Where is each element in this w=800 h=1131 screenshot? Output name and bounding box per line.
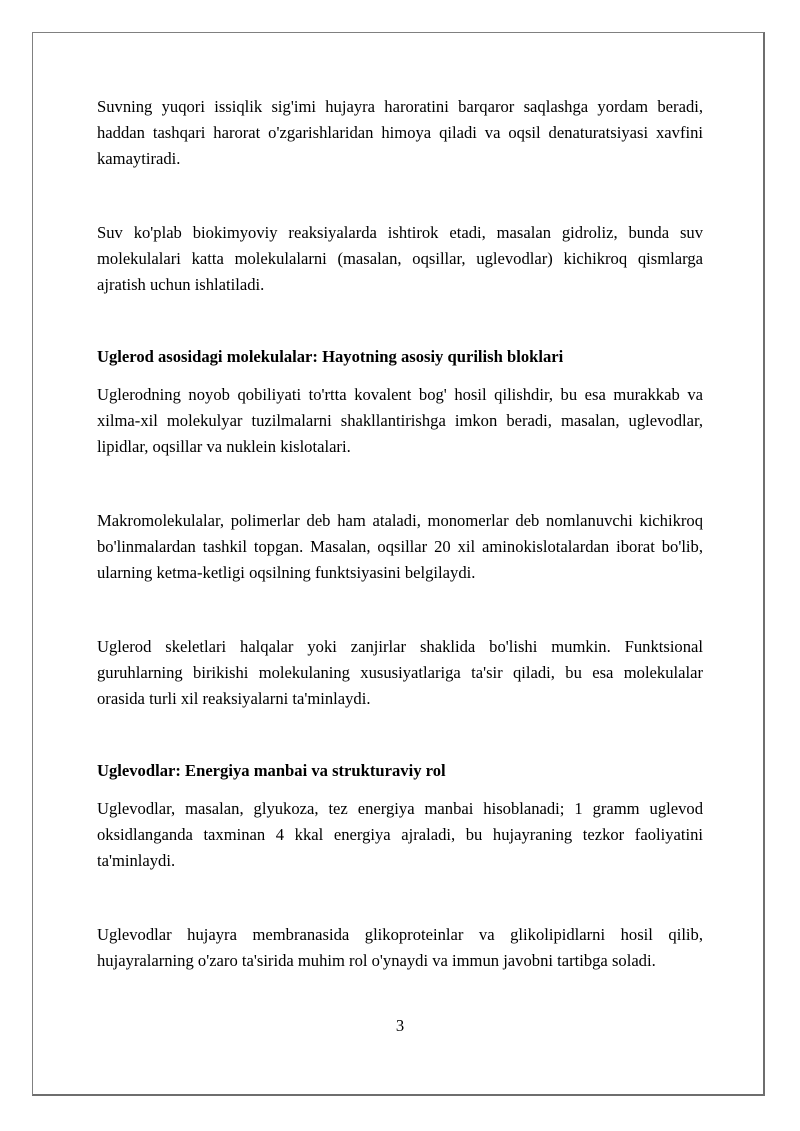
paragraph-carbon-skeletons: Uglerod skeletlari halqalar yoki zanjirlar shaklida bo'lishi mumkin. Funktsional guruhlarning birikishi molekulaning xususiyatlariga ta'sir qiladi, bu esa molekulalar orasida turli xil reaksiyalarni ta'minlaydi. [97,637,703,708]
paragraph-carbon-bonds: Uglerodning noyob qobiliyati to'rtta kovalent bog' hosil qilishdir, bu esa murakkab va xilma-xil molekulyar tuzilmalarni shakllantirishga imkon beradi, masalan, uglevodlar, lipidlar, oqsillar va nuklein kislotalari. [97,385,703,456]
section-heading-carbohydrates: Uglevodlar: Energiya manbai va strukturaviy rol [97,761,446,780]
paragraph-glycoproteins: Uglevodlar hujayra membranasida glikoproteinlar va glikolipidlarni hosil qilib, hujayralarning o'zaro ta'sirida muhim rol o'ynaydi va immun javobni tartibga soladi. [97,925,703,970]
section-heading-carbon-molecules: Uglerod asosidagi molekulalar: Hayotning asosiy qurilish bloklari [97,347,564,366]
paragraph-hydrolysis: Suv ko'plab biokimyoviy reaksiyalarda ishtirok etadi, masalan gidroliz, bunda suv molekulalari katta molekulalarni (masalan, oqsillar, uglevodlar) kichikroq qismlarga ajratish uchun ishlatiladi. [97,223,703,294]
page-content [97,94,703,974]
paragraph-glucose-energy: Uglevodlar, masalan, glyukoza, tez energiya manbai hisoblanadi; 1 gramm uglevod oksidlanganda taxminan 4 kkal energiya ajraladi, bu hujayraning tezkor faoliyatini ta'minlaydi. [97,799,703,870]
paragraph-heat-capacity: Suvning yuqori issiqlik sig'imi hujayra haroratini barqaror saqlashga yordam beradi, haddan tashqari harorat o'zgarishlaridan himoya qiladi va oqsil denaturatsiyasi xavfini kamaytiradi. [97,97,703,168]
paragraph-macromolecules: Makromolekulalar, polimerlar deb ham ataladi, monomerlar deb nomlanuvchi kichikroq bo'linmalardan tashkil topgan. Masalan, oqsillar 20 xil aminokislotalardan iborat bo'lib, ularning ketma-ketligi oqsilning funktsiyasini belgilaydi. [97,511,703,582]
page-number: 3 [395,1016,405,1035]
